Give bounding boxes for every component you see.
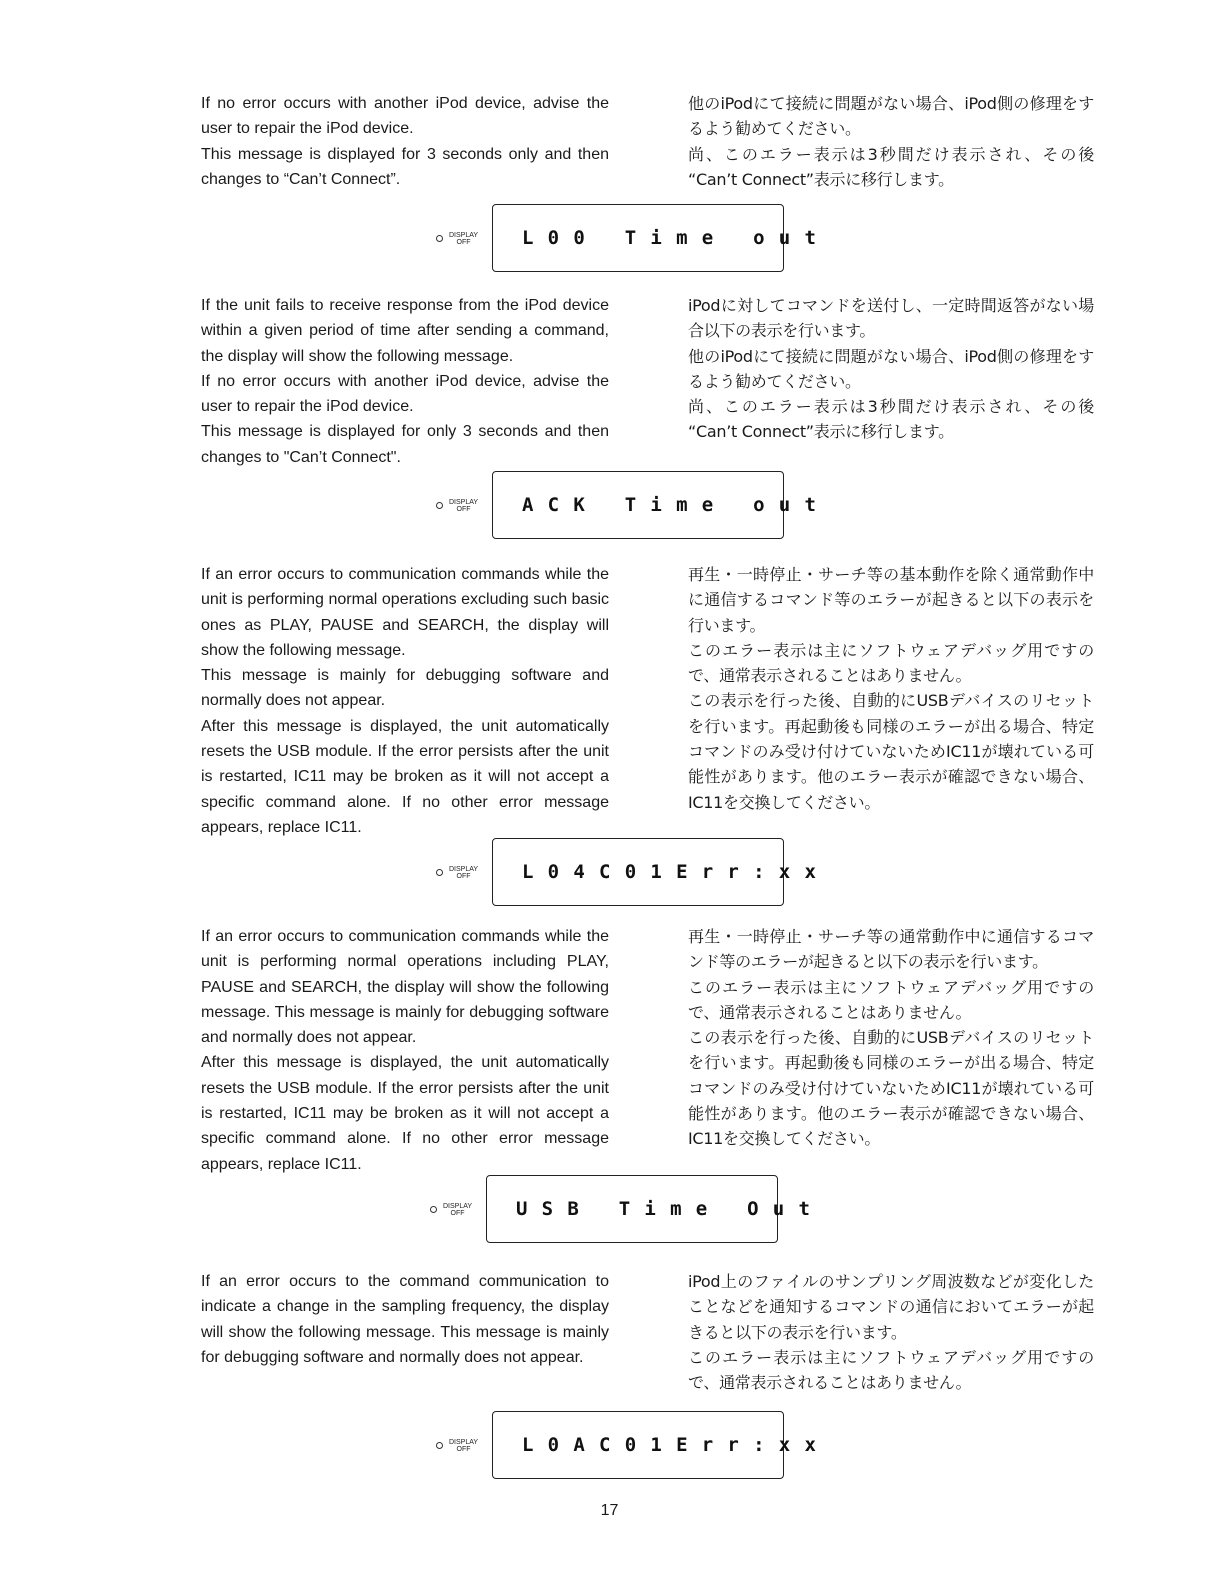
japanese-text xyxy=(688,91,1094,192)
paragraph: This message is displayed for only 3 seconds and then changes to "Can’t Connect". xyxy=(201,423,609,466)
paragraph: If no error occurs with another iPod device, advise the user to repair the iPod device. xyxy=(201,95,609,138)
indicator-led-icon xyxy=(436,502,443,509)
lcd-screen xyxy=(492,471,818,539)
display-off-label: DISPLAY OFF xyxy=(449,499,479,513)
indicator-led-icon xyxy=(430,1206,437,1213)
paragraph: If an error occurs to the command communication to indicate a change in the sampling frequency, the display will show the following message. This message is mainly for debugging software and normally does not appear. xyxy=(201,1273,609,1366)
paragraph: この表示を行った後、自動的にUSBデバイスのリセットを行います。再起動後も同様のエラーが出る場合、特定コマンドのみ受け付けていないためIC11が壊れている可能性があります。他のエラー表示が確認できない場合、IC11を交換してください。 xyxy=(688,691,1094,812)
indicator-led-icon xyxy=(436,1442,443,1449)
paragraph: If the unit fails to receive response from the iPod device within a given period of time after sending a command, the display will show the following message. xyxy=(201,297,609,365)
lcd-message: L 0 A C 0 1 E r r : x x xyxy=(522,1434,818,1456)
paragraph: このエラー表示は主にソフトウェアデバッグ用ですので、通常表示されることはありません。 xyxy=(688,640,1094,686)
paragraph: iPod上のファイルのサンプリング周波数などが変化したことなどを通知するコマンドの通信においてエラーが起きると以下の表示を行います。 xyxy=(688,1272,1094,1342)
paragraph: このエラー表示は主にソフトウェアデバッグ用ですので、通常表示されることはありません。 xyxy=(688,977,1094,1022)
indicator-led-icon xyxy=(436,235,443,242)
paragraph: If an error occurs to communication commands while the unit is performing normal operations excluding such basic ones as PLAY, PAUSE and SEARCH, the display will show the following message. xyxy=(201,566,609,659)
display-off-label: DISPLAY OFF xyxy=(449,1439,479,1453)
paragraph: After this message is displayed, the unit automatically resets the USB module. If the error persists after the unit is restarted, IC11 may be broken as it will not accept a specific command alone. If no other error message appears, replace IC11. xyxy=(201,1054,609,1173)
english-text xyxy=(201,1269,609,1370)
display-off-label: DISPLAY OFF xyxy=(449,866,479,880)
lcd-screen xyxy=(492,1411,818,1479)
display-illustration xyxy=(430,1175,812,1245)
page-number: 17 xyxy=(600,1502,619,1519)
paragraph: このエラー表示は主にソフトウェアデバッグ用ですので、通常表示されることはありません。 xyxy=(688,1347,1094,1393)
lcd-message: A C K T i m e o u t xyxy=(522,494,818,516)
lcd-screen xyxy=(492,204,818,272)
japanese-text xyxy=(688,924,1094,1152)
english-text xyxy=(201,562,609,840)
paragraph: iPodに対してコマンドを送付し、一定時間返答がない場合以下の表示を行います。 xyxy=(688,296,1094,341)
lcd-screen xyxy=(492,838,818,906)
japanese-text xyxy=(688,1269,1094,1395)
lcd-message: U S B T i m e O u t xyxy=(516,1198,812,1220)
paragraph: 他のiPodにて接続に問題がない場合、iPod側の修理をするよう勧めてください。 xyxy=(688,94,1094,139)
english-text xyxy=(201,924,609,1177)
lcd-message: L 0 4 C 0 1 E r r : x x xyxy=(522,861,818,883)
paragraph: 他のiPodにて接続に問題がない場合、iPod側の修理をするよう勧めてください。 xyxy=(688,346,1094,391)
japanese-text xyxy=(688,562,1094,815)
paragraph: 再生・一時停止・サーチ等の基本動作を除く通常動作中に通信するコマンド等のエラーが起きると以下の表示を行います。 xyxy=(688,565,1094,635)
paragraph: 尚、このエラー表示は3秒間だけ表示され、その後 “Can’t Connect”表示に移行します。 xyxy=(688,144,1094,189)
indicator-led-icon xyxy=(436,869,443,876)
english-text xyxy=(201,91,609,192)
paragraph: This message is mainly for debugging software and normally does not appear. xyxy=(201,667,609,710)
paragraph: After this message is displayed, the unit automatically resets the USB module. If the error persists after the unit is restarted, IC11 may be broken as it will not accept a specific command alone. If no other error message appears, replace IC11. xyxy=(201,717,609,836)
lcd-message: L 0 0 T i m e o u t xyxy=(522,227,818,249)
display-illustration xyxy=(436,838,818,908)
english-text xyxy=(201,293,609,470)
paragraph: 尚、このエラー表示は3秒間だけ表示され、その後 “Can’t Connect”表示に移行します。 xyxy=(688,397,1094,442)
display-illustration xyxy=(436,204,818,274)
paragraph: If an error occurs to communication commands while the unit is performing normal operations including PLAY, PAUSE and SEARCH, the display will show the following message. This message is mainly for debugging software and normally does not appear. xyxy=(201,928,609,1047)
lcd-screen xyxy=(486,1175,812,1243)
paragraph: This message is displayed for 3 seconds only and then changes to “Can’t Connect”. xyxy=(201,145,609,188)
display-off-label: DISPLAY OFF xyxy=(443,1203,473,1217)
paragraph: If no error occurs with another iPod device, advise the user to repair the iPod device. xyxy=(201,372,609,416)
japanese-text xyxy=(688,293,1094,445)
paragraph: この表示を行った後、自動的にUSBデバイスのリセットを行います。再起動後も同様のエラーが出る場合、特定コマンドのみ受け付けていないためIC11が壊れている可能性があります。他のエラー表示が確認できない場合、IC11を交換してください。 xyxy=(688,1028,1094,1149)
display-illustration xyxy=(436,1411,818,1481)
display-off-label: DISPLAY OFF xyxy=(449,232,479,246)
display-illustration xyxy=(436,471,818,541)
paragraph: 再生・一時停止・サーチ等の通常動作中に通信するコマンド等のエラーが起きると以下の表示を行います。 xyxy=(688,927,1094,972)
